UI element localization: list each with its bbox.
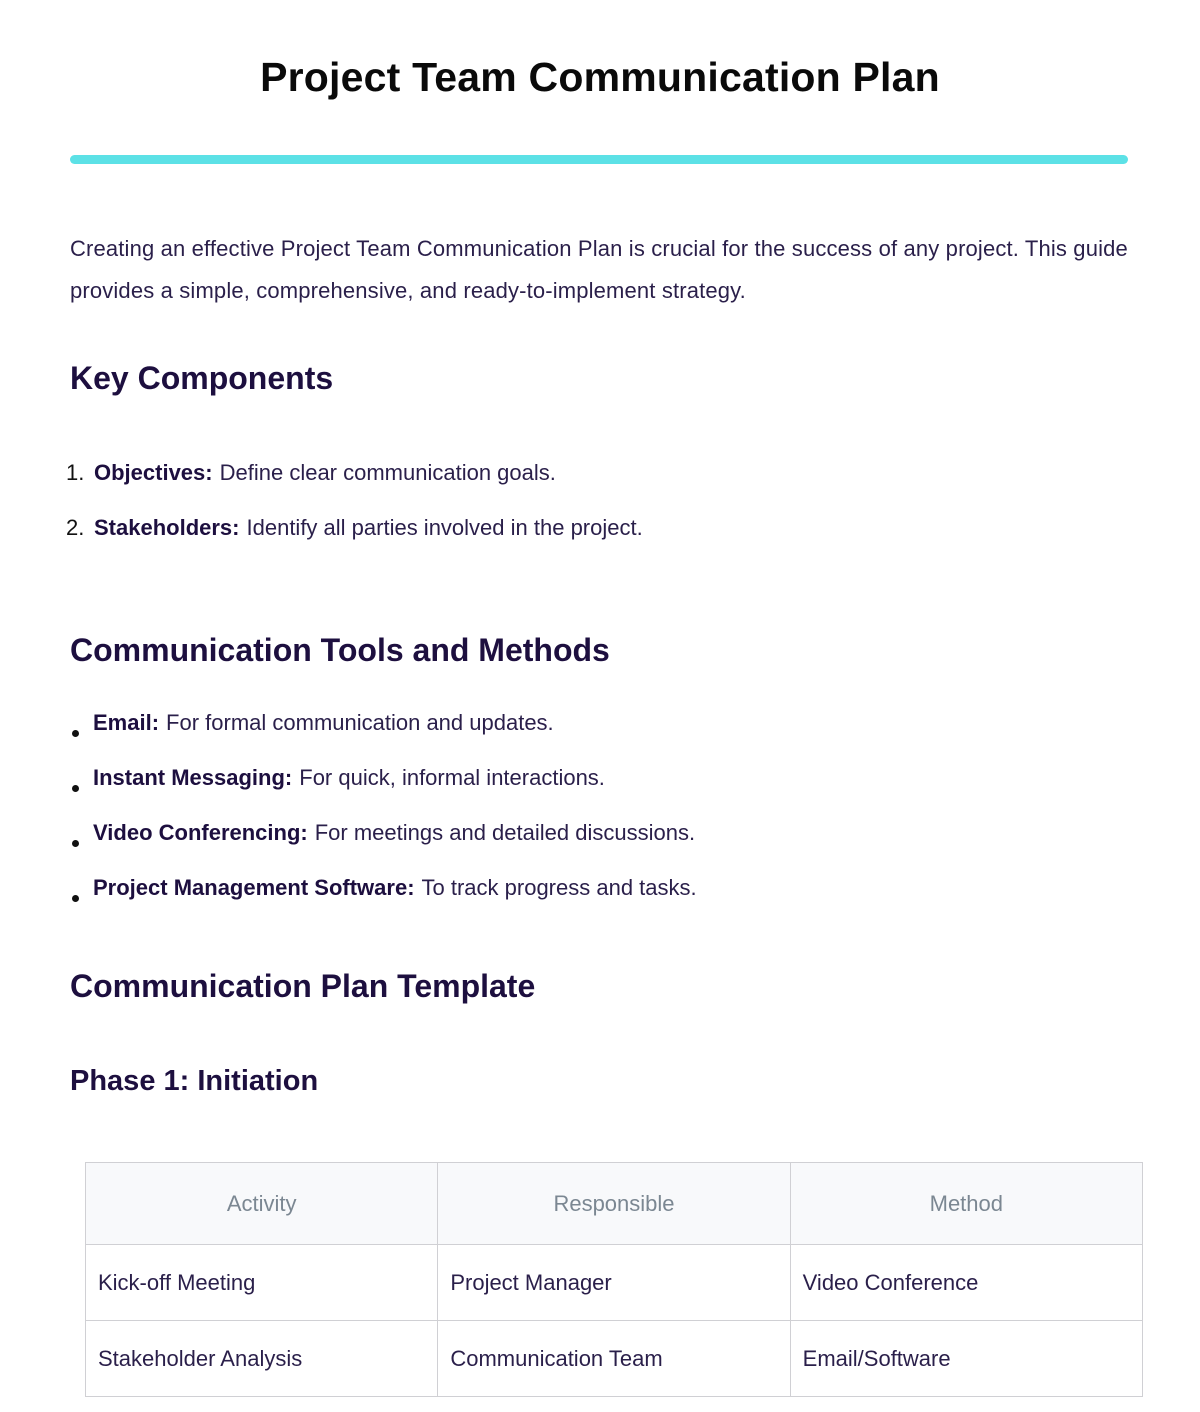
tools-methods-heading: Communication Tools and Methods	[70, 632, 610, 668]
table-row	[86, 1245, 1143, 1321]
cell-activity: Stakeholder Analysis	[86, 1321, 438, 1397]
table-row	[86, 1321, 1143, 1397]
bullet-icon	[72, 895, 79, 902]
phase-1-table	[85, 1162, 1143, 1397]
list-item-term: Video Conferencing:	[93, 820, 308, 845]
list-item-text: For formal communication and updates.	[166, 710, 554, 735]
column-header-activity: Activity	[86, 1163, 438, 1245]
bullet-icon	[72, 785, 79, 792]
list-number: 2.	[66, 515, 85, 540]
list-item-text: For quick, informal interactions.	[299, 765, 605, 790]
list-item-pm-software	[66, 873, 697, 928]
list-number: 1.	[66, 460, 85, 485]
phase-1-heading: Phase 1: Initiation	[70, 1065, 319, 1097]
list-item-text: To track progress and tasks.	[421, 875, 697, 900]
cell-responsible: Communication Team	[438, 1321, 790, 1397]
key-components-list	[66, 458, 643, 568]
list-item-video-conferencing	[66, 818, 697, 873]
list-item-term: Stakeholders:	[94, 515, 240, 540]
list-item-text: For meetings and detailed discussions.	[314, 820, 696, 845]
cell-responsible: Project Manager	[438, 1245, 790, 1321]
cell-method: Email/Software	[790, 1321, 1142, 1397]
table-header-row	[86, 1163, 1143, 1245]
cell-activity: Kick-off Meeting	[86, 1245, 438, 1321]
bullet-icon	[72, 840, 79, 847]
tools-methods-list	[66, 708, 697, 928]
cell-method: Video Conference	[790, 1245, 1142, 1321]
list-item-email	[66, 708, 697, 763]
list-item-objectives	[66, 458, 643, 513]
title-accent-divider	[70, 155, 1128, 164]
column-header-method: Method	[790, 1163, 1142, 1245]
intro-paragraph: Creating an effective Project Team Communication Plan is crucial for the success of any project. This guide provides a simple, comprehensive, and ready-to-implement strategy.	[70, 236, 1128, 303]
list-item-text: Define clear communication goals.	[219, 460, 556, 485]
list-item-term: Instant Messaging:	[93, 765, 293, 790]
list-item-text: Identify all parties involved in the project.	[246, 515, 643, 540]
list-item-term: Email:	[93, 710, 160, 735]
column-header-responsible: Responsible	[438, 1163, 790, 1245]
plan-template-heading: Communication Plan Template	[70, 968, 536, 1004]
bullet-icon	[72, 730, 79, 737]
list-item-stakeholders	[66, 513, 643, 568]
key-components-heading: Key Components	[70, 360, 334, 396]
list-item-term: Project Management Software:	[93, 875, 415, 900]
list-item-instant-messaging	[66, 763, 697, 818]
list-item-term: Objectives:	[94, 460, 213, 485]
document-title: Project Team Communication Plan	[260, 54, 940, 100]
